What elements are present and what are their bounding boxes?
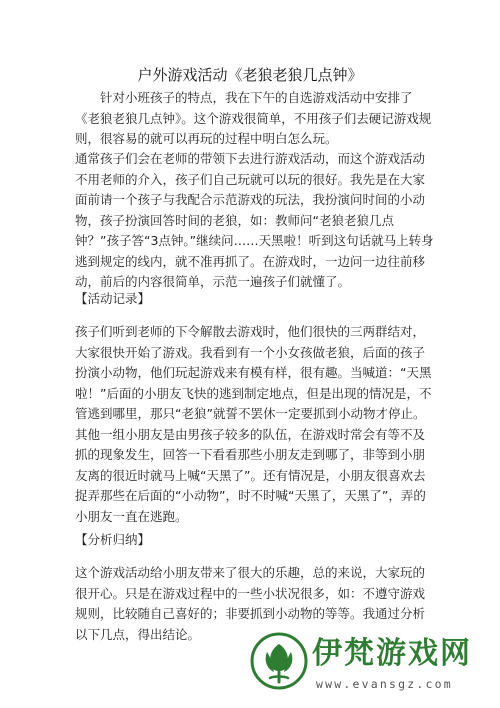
section-heading-record: 【活动记录】 xyxy=(75,291,151,306)
record-paragraph: 孩子们听到老师的下令解散去游戏时，他们很快的三两群结对，大家很快开始了游戏。我看到有一个小女孩做老狼，后面的孩子扮演小动物，他们玩起游戏来有模有样，很有趣。当喊道：“天黑啦！”后面的小朋友飞快的逃到制定地点，但是出现的情况是，不管逃到哪里，那只“老狼”就誓不罢休一定要抓到小动物才停止。其他一组小朋友是由男孩子较多的队伍，在游戏时常会有等不及抓的现象发生，回答一下看看那些小朋友走到哪了，非等到小朋友离的很近时就马上喊“天黑了”。还有情况是，小朋友很喜欢去捉弄那些在后面的“小动物”，时不时喊“天黑了，天黑了”，弄的小朋友一直在逃跑。 xyxy=(75,324,432,524)
watermark-site-name: 伊梵游戏网 xyxy=(312,636,472,671)
method-paragraph: 通常孩子们会在老师的带领下去进行游戏活动，而这个游戏活动不用老师的介入，孩子们自己玩就可以玩的很好。我先是在大家面前请一个孩子与我配合示范游戏的玩法，我扮演问时间的小动物，孩子扮演回答时间的老狼，如：教师问“老狼老狼几点钟？”孩子答“3点钟。”继续问……天黑啦！听到这句话就马上转身逃到规定的线内，就不准再抓了。在游戏时，一边问一边往前移动，前后的内容很简单，示范一遍孩子们就懂了。 xyxy=(75,151,434,289)
tulip-logo-icon xyxy=(250,632,308,690)
section-heading-analysis: 【分析归纳】 xyxy=(75,532,151,547)
site-watermark xyxy=(248,628,500,708)
document-title: 户外游戏活动《老狼老狼几点钟》 xyxy=(137,66,363,84)
analysis-paragraph: 这个游戏活动给小朋友带来了很大的乐趣，总的来说，大家玩的很开心。只是在游戏过程中的一些小状况很多，如：不遵守游戏规则，比较随自己喜好的；非要抓到小动物的等等。我通过分析以下几点，得出结论。 xyxy=(75,565,426,642)
intro-paragraph: 针对小班孩子的特点，我在下午的自选游戏活动中安排了《老狼老狼几点钟》。这个游戏很简单，不用孩子们去硬记游戏规则，很容易的就可以再玩的过程中明白怎么玩。 xyxy=(75,90,432,146)
watermark-url: www.evansgz.com xyxy=(316,677,453,691)
